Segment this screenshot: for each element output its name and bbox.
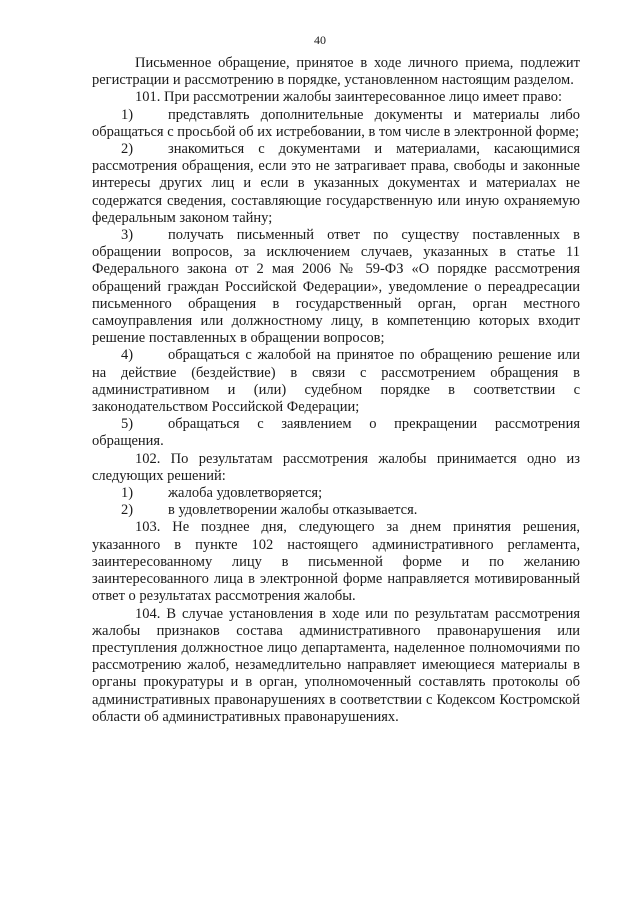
paragraph-103: 103. Не позднее дня, следующего за днем принятия решения, указанного в пункте 102 настоящего административного регламента, заинтересованному лицу в письменной форме и по желанию заинтересованного лица в электронной форме направляется мотивированный ответ о результатах рассмотрения жалобы. <box>92 519 580 605</box>
list-item-102-2 <box>92 502 580 519</box>
page-number: 40 <box>314 33 326 47</box>
paragraph-102: 102. По результатам рассмотрения жалобы принимается одно из следующих решений: <box>92 450 580 484</box>
paragraph-101: 101. При рассмотрении жалобы заинтересованное лицо имеет право: <box>135 89 562 106</box>
list-item-text: обращаться с заявлением о прекращении рассмотрения обращения. <box>92 416 580 450</box>
list-item-101-5 <box>92 416 580 450</box>
list-item-101-3 <box>92 227 580 347</box>
list-item-number: 4) <box>121 347 134 364</box>
list-item-number: 2) <box>121 502 134 519</box>
list-item-number: 1) <box>121 485 134 502</box>
list-item-text: обращаться с жалобой на принятое по обращению решение или на действие (бездействие) в связи с рассмотрением обращения в административном и (или) судебном порядке в соответствии с законодательством Российской Федерации; <box>92 347 580 416</box>
list-item-102-1 <box>92 485 580 502</box>
list-item-number: 3) <box>121 227 134 244</box>
list-item-101-1 <box>92 107 580 141</box>
list-item-101-2 <box>92 141 580 227</box>
list-item-text: знакомиться с документами и материалами, касающимися рассмотрения обращения, если это не затрагивает права, свободы и законные интересы других лиц и если в указанных документах и материалах не содержатся сведения, составляющие государственную или иную охраняемую федеральным законом тайну; <box>92 141 580 226</box>
list-item-text: представлять дополнительные документы и материалы либо обращаться с просьбой об их истребовании, в том числе в электронной форме; <box>92 106 580 140</box>
list-item-101-4 <box>92 347 580 416</box>
list-item-text: получать письменный ответ по существу поставленных в обращении вопросов, за исключением случаев, указанных в статье 11 Федерального закона от 2 мая 2006 № 59-ФЗ «О порядке рассмотрения обращений граждан Российской Федерации», уведомление о переадресации письменного обращения в государственный орган, орган местного самоуправления или должностному лицу, в компетенцию которых входит решение поставленных в обращении вопросов; <box>92 227 580 347</box>
list-item-number: 2) <box>121 141 134 158</box>
paragraph-104: 104. В случае установления в ходе или по результатам рассмотрения жалобы признаков состава административного правонарушения или преступления должностное лицо департамента, наделенное полномочиями по рассмотрению жалоб, незамедлительно направляет имеющиеся материалы в органы прокуратуры и в орган, уполномоченный составлять протоколы об административных правонарушениях в соответствии с Кодексом Костромской области об административных правонарушениях. <box>92 605 580 725</box>
list-item-text: в удовлетворении жалобы отказывается. <box>168 502 418 519</box>
list-item-number: 1) <box>121 106 134 123</box>
document-body <box>92 55 580 726</box>
list-item-number: 5) <box>121 416 134 433</box>
list-item-text: жалоба удовлетворяется; <box>168 485 323 502</box>
paragraph-intro: Письменное обращение, принятое в ходе личного приема, подлежит регистрации и рассмотрению в порядке, установленном настоящим разделом. <box>92 55 580 89</box>
